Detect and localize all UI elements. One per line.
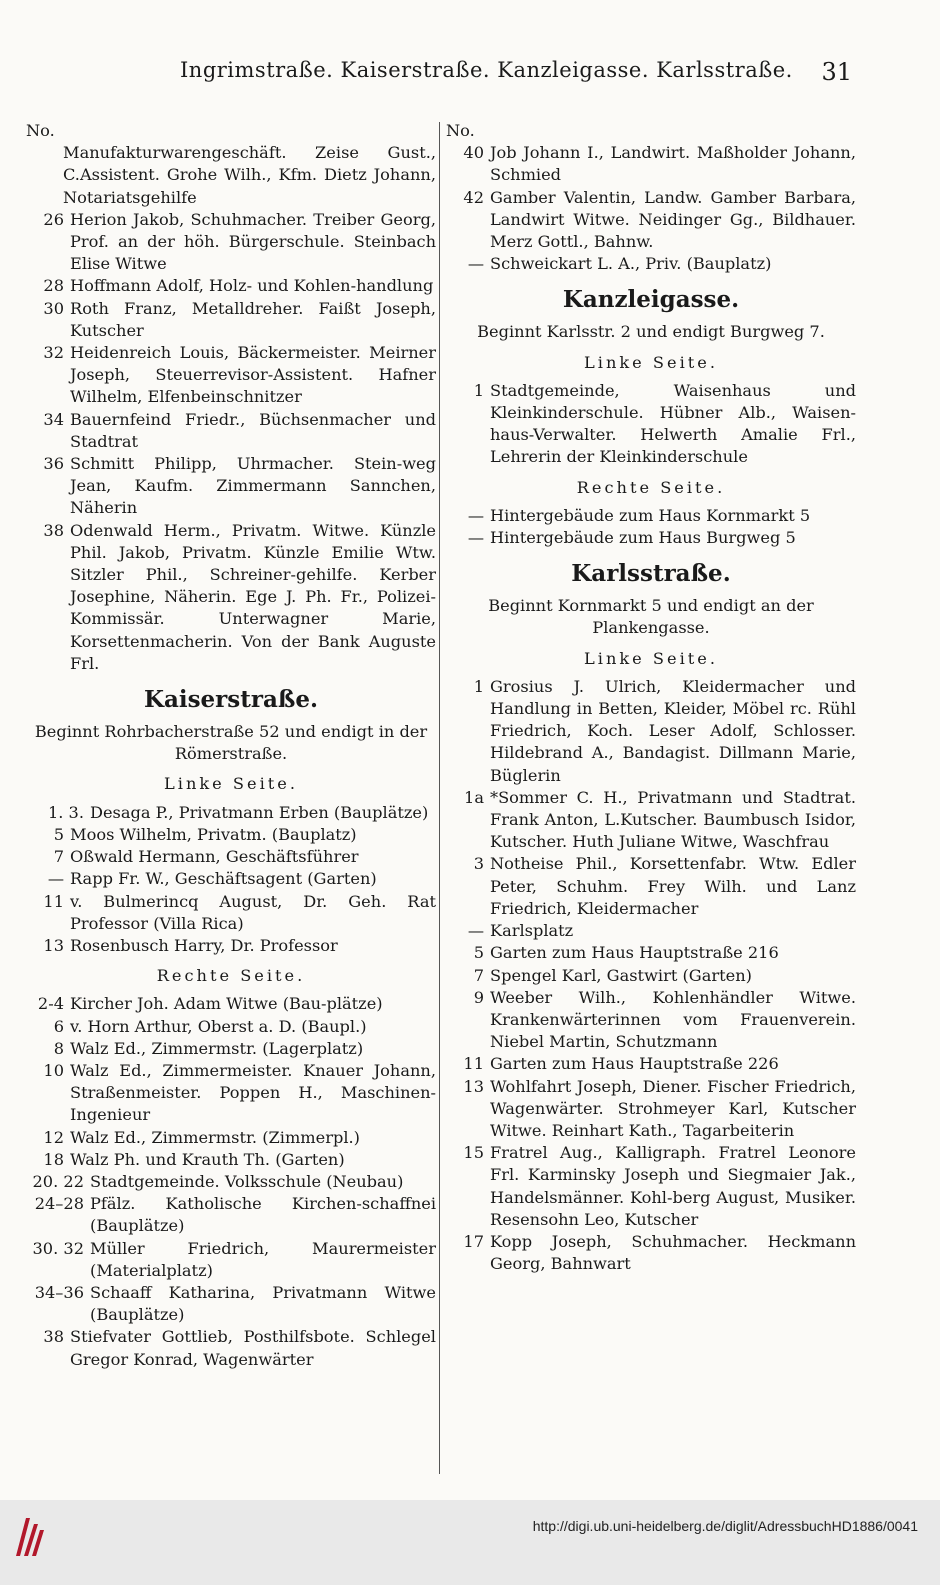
address-entry xyxy=(446,676,856,787)
street-intro: Beginnt Kornmarkt 5 und endigt an der Plankengasse. xyxy=(488,596,814,638)
entry-text: Hoffmann Adolf, Holz- und Kohlen-handlung xyxy=(70,276,434,296)
page-number: 31 xyxy=(821,58,852,86)
entry-text: Grosius J. Ulrich, Kleidermacher und Handlung in Betten, Kleider, Möbel rc. Rühl Friedrich, Koch. Leser Adolf, Schlosser. Hildebrand A., Bandagist. Dillmann Marie, Büglerin xyxy=(490,676,856,785)
entry-text: Garten zum Haus Hauptstraße 226 xyxy=(490,1054,779,1074)
footer-bar xyxy=(0,1500,940,1585)
address-entry xyxy=(26,409,436,453)
entry-text: Roth Franz, Metalldreher. Faißt Joseph, Kutscher xyxy=(70,298,436,340)
house-number: 38 xyxy=(43,1327,64,1347)
entry-text: Desaga P., Privatmann Erben (Bauplätze) xyxy=(90,802,429,822)
house-number: 1 xyxy=(473,676,484,696)
entry-text: Rapp Fr. W., Geschäftsagent (Garten) xyxy=(70,869,377,889)
house-number: 24–28 xyxy=(34,1194,84,1214)
page-header xyxy=(0,58,940,98)
house-number: 7 xyxy=(473,965,484,985)
house-number: 13 xyxy=(43,935,64,955)
house-number: 42 xyxy=(463,187,484,207)
entry-text: Weeber Wilh., Kohlenhändler Witwe. Krankenwärterinnen vom Frauenverein. Niebel Martin, Schutzmann xyxy=(490,987,856,1052)
entry-text: Schaaff Katharina, Privatmann Witwe (Bauplätze) xyxy=(90,1282,436,1325)
address-entry xyxy=(26,342,436,409)
address-entry xyxy=(26,453,436,520)
house-number: 13 xyxy=(463,1076,484,1096)
entry-text: Walz Ed., Zimmermeister. Knauer Johann, Straßenmeister. Poppen H., Maschinen-Ingenieur xyxy=(70,1060,436,1125)
entry-text: v. Horn Arthur, Oberst a. D. (Baupl.) xyxy=(70,1016,367,1036)
house-number: 3 xyxy=(473,854,484,874)
address-entry xyxy=(26,935,436,957)
entry-text: Moos Wilhelm, Privatm. (Bauplatz) xyxy=(70,824,357,844)
house-number: 5 xyxy=(473,943,484,963)
house-number: — xyxy=(467,505,484,525)
house-number: 11 xyxy=(463,1054,484,1074)
street-heading: Karlsstraße. xyxy=(571,560,731,588)
address-entry xyxy=(26,824,436,846)
address-entry xyxy=(26,868,436,890)
entry-text: Rosenbusch Harry, Dr. Professor xyxy=(70,935,338,955)
house-number: 2-4 xyxy=(37,994,64,1014)
address-entry xyxy=(446,527,856,549)
entry-text: Schweickart L. A., Priv. (Bauplatz) xyxy=(490,254,772,274)
house-number: — xyxy=(467,254,484,274)
address-entry xyxy=(26,846,436,868)
address-entry xyxy=(446,1142,856,1231)
house-number: — xyxy=(467,528,484,548)
address-entry xyxy=(26,275,436,297)
running-title: Ingrimstraße. Kaiserstraße. Kanzleigasse. Karlsstraße. xyxy=(180,58,793,82)
no-label: No. xyxy=(446,121,475,140)
address-entry xyxy=(446,942,856,964)
right-column xyxy=(446,120,856,1283)
house-number: 34 xyxy=(43,409,64,429)
street-intro: Beginnt Rohrbacherstraße 52 und endigt in der Römerstraße. xyxy=(34,722,428,764)
left-column xyxy=(26,120,436,1371)
house-number: 17 xyxy=(463,1231,484,1251)
address-entry xyxy=(446,505,856,527)
address-entry xyxy=(446,1053,856,1075)
entry-text: Gamber Valentin, Landw. Gamber Barbara, Landwirt Witwe. Neidinger Gg., Bildhauer. Merz Gottl., Bahnw. xyxy=(490,187,856,252)
source-url-link[interactable]: http://digi.ub.uni-heidelberg.de/diglit/AdressbuchHD1886/0041 xyxy=(532,1518,918,1534)
house-number: 15 xyxy=(463,1143,484,1163)
address-entry xyxy=(26,1016,436,1038)
house-number: 36 xyxy=(43,454,64,474)
address-entry xyxy=(26,520,436,675)
address-entry xyxy=(26,1060,436,1127)
house-number: 9 xyxy=(473,987,484,1007)
side-heading: Linke Seite. xyxy=(164,774,298,794)
side-heading: Rechte Seite. xyxy=(156,966,306,986)
side-heading: Linke Seite. xyxy=(584,352,718,372)
house-number: 11 xyxy=(43,891,64,911)
entry-text: Hintergebäude zum Haus Kornmarkt 5 xyxy=(490,505,811,525)
entry-text: Herion Jakob, Schuhmacher. Treiber Georg, Prof. an der höh. Bürgerschule. Steinbach Elise Witwe xyxy=(70,209,436,274)
entry-text: v. Bulmerincq August, Dr. Geh. Rat Professor (Villa Rica) xyxy=(70,891,436,933)
entry-text: Oßwald Hermann, Geschäftsführer xyxy=(70,847,359,867)
street-intro: Beginnt Karlsstr. 2 und endigt Burgweg 7. xyxy=(477,322,825,342)
entry-text: Kopp Joseph, Schuhmacher. Heckmann Georg, Bahnwart xyxy=(490,1231,856,1274)
house-number: 8 xyxy=(53,1038,64,1058)
house-number: 30. 32 xyxy=(32,1238,84,1258)
entry-text: Wohlfahrt Joseph, Diener. Fischer Friedrich, Wagenwärter. Strohmeyer Karl, Kutscher Witwe. Reinhart Kath., Tagarbeiterin xyxy=(490,1076,856,1140)
address-entry xyxy=(446,920,856,942)
house-number: 20. 22 xyxy=(32,1171,84,1191)
entry-text: Stadtgemeinde. Volksschule (Neubau) xyxy=(90,1171,404,1191)
house-number: 30 xyxy=(43,298,64,318)
entry-text: *Sommer C. H., Privatmann und Stadtrat. Frank Anton, L.Kutscher. Baumbusch Isidor, Kutscher. Huth Juliane Witwe, Waschfrau xyxy=(490,787,856,852)
address-entry xyxy=(26,1238,436,1282)
house-number: 10 xyxy=(43,1060,64,1080)
house-number: 38 xyxy=(43,520,64,540)
address-entry xyxy=(446,965,856,987)
house-number: — xyxy=(47,869,64,889)
entry-text: Müller Friedrich, Maurermeister (Materialplatz) xyxy=(90,1238,436,1280)
address-entry xyxy=(446,1076,856,1143)
entry-text: Walz Ed., Zimmermstr. (Lagerplatz) xyxy=(70,1038,364,1058)
side-heading: Linke Seite. xyxy=(584,648,718,668)
address-entry xyxy=(446,787,856,854)
house-number: 1 xyxy=(473,380,484,400)
house-number: 28 xyxy=(43,276,64,296)
address-entry xyxy=(26,1038,436,1060)
house-number: 18 xyxy=(43,1149,64,1169)
street-heading: Kaiserstraße. xyxy=(143,686,319,714)
entry-text: Schmitt Philipp, Uhrmacher. Stein-weg Jean, Kaufm. Zimmermann Sannchen, Näherin xyxy=(70,454,436,518)
entry-text: Pfälz. Katholische Kirchen-schaffnei (Bauplätze) xyxy=(90,1194,436,1236)
address-entry xyxy=(26,1326,436,1370)
house-number: 5 xyxy=(53,824,64,844)
address-entry xyxy=(26,298,436,342)
house-number: 7 xyxy=(53,847,64,867)
street-heading: Kanzleigasse. xyxy=(562,286,740,314)
house-number: — xyxy=(467,921,484,941)
address-entry xyxy=(26,1149,436,1171)
house-number: 12 xyxy=(43,1127,64,1147)
entry-text: Stiefvater Gottlieb, Posthilfsbote. Schlegel Gregor Konrad, Wagenwärter xyxy=(70,1327,436,1369)
entry-text: Stadtgemeinde, Waisenhaus und Kleinkinderschule. Hübner Alb., Waisen-haus-Verwalter. Helwerth Amalie Frl., Lehrerin der Kleinkinderschule xyxy=(490,380,856,467)
entry-text: Kircher Joh. Adam Witwe (Bau-plätze) xyxy=(70,994,383,1014)
address-entry xyxy=(26,1193,436,1237)
address-entry xyxy=(446,853,856,920)
house-number: 6 xyxy=(53,1016,64,1036)
house-number: 40 xyxy=(463,143,484,163)
entry-text: Karlsplatz xyxy=(490,921,574,941)
house-number: 1a xyxy=(464,787,484,807)
address-entry xyxy=(446,253,856,275)
address-entry xyxy=(26,993,436,1015)
entry-text: Garten zum Haus Hauptstraße 216 xyxy=(490,943,779,963)
entry-text: Hintergebäude zum Haus Burgweg 5 xyxy=(490,528,796,548)
address-entry xyxy=(26,1171,436,1193)
address-entry xyxy=(446,987,856,1054)
address-entry xyxy=(446,187,856,254)
house-number: 34–36 xyxy=(34,1282,84,1302)
entry-text: Walz Ph. und Krauth Th. (Garten) xyxy=(70,1149,345,1169)
address-entry xyxy=(446,1231,856,1275)
address-entry xyxy=(446,380,856,469)
no-label: No. xyxy=(26,121,55,140)
entry-text: Heidenreich Louis, Bäckermeister. Meirner Joseph, Steuerrevisor-Assistent. Hafner Wilhelm, Elfenbeinschnitzer xyxy=(70,343,436,407)
entry-text: Spengel Karl, Gastwirt (Garten) xyxy=(490,965,752,985)
house-number: 1. 3. xyxy=(47,802,84,822)
address-entry xyxy=(26,1282,436,1326)
address-entry xyxy=(26,209,436,276)
house-number: 26 xyxy=(43,209,64,229)
continued-entry: Manufakturwarengeschäft. Zeise Gust., C.Assistent. Grohe Wilh., Kfm. Dietz Johann, Notariatsgehilfe xyxy=(63,143,436,207)
house-number: 32 xyxy=(43,343,64,363)
side-heading: Rechte Seite. xyxy=(576,477,726,497)
address-entry xyxy=(26,1127,436,1149)
entry-text: Walz Ed., Zimmermstr. (Zimmerpl.) xyxy=(70,1127,360,1147)
column-divider xyxy=(439,122,440,1474)
address-entry xyxy=(26,802,436,824)
address-entry xyxy=(446,142,856,186)
entry-text: Job Johann I., Landwirt. Maßholder Johann, Schmied xyxy=(490,143,856,185)
entry-text: Odenwald Herm., Privatm. Witwe. Künzle Phil. Jakob, Privatm. Künzle Emilie Wtw. Sitzler Phil., Schreiner-gehilfe. Kerber Josephine, Näherin. Ege J. Ph. Fr., Polizei-Kommissär. Unterwagner Marie, Korsettenmacherin. Von der Bank Auguste Frl. xyxy=(70,520,436,673)
entry-text: Bauernfeind Friedr., Büchsenmacher und Stadtrat xyxy=(70,409,436,451)
entry-text: Fratrel Aug., Kalligraph. Fratrel Leonore Frl. Karminsky Joseph und Siegmaier Jak., Handelsmänner. Kohl-berg August, Musiker. Resensohn Leo, Kutscher xyxy=(490,1143,856,1229)
address-entry xyxy=(26,891,436,935)
library-logo-icon xyxy=(12,1514,46,1560)
entry-text: Notheise Phil., Korsettenfabr. Wtw. Edler Peter, Schuhm. Frey Wilh. und Lanz Friedrich, Kleidermacher xyxy=(490,854,856,918)
